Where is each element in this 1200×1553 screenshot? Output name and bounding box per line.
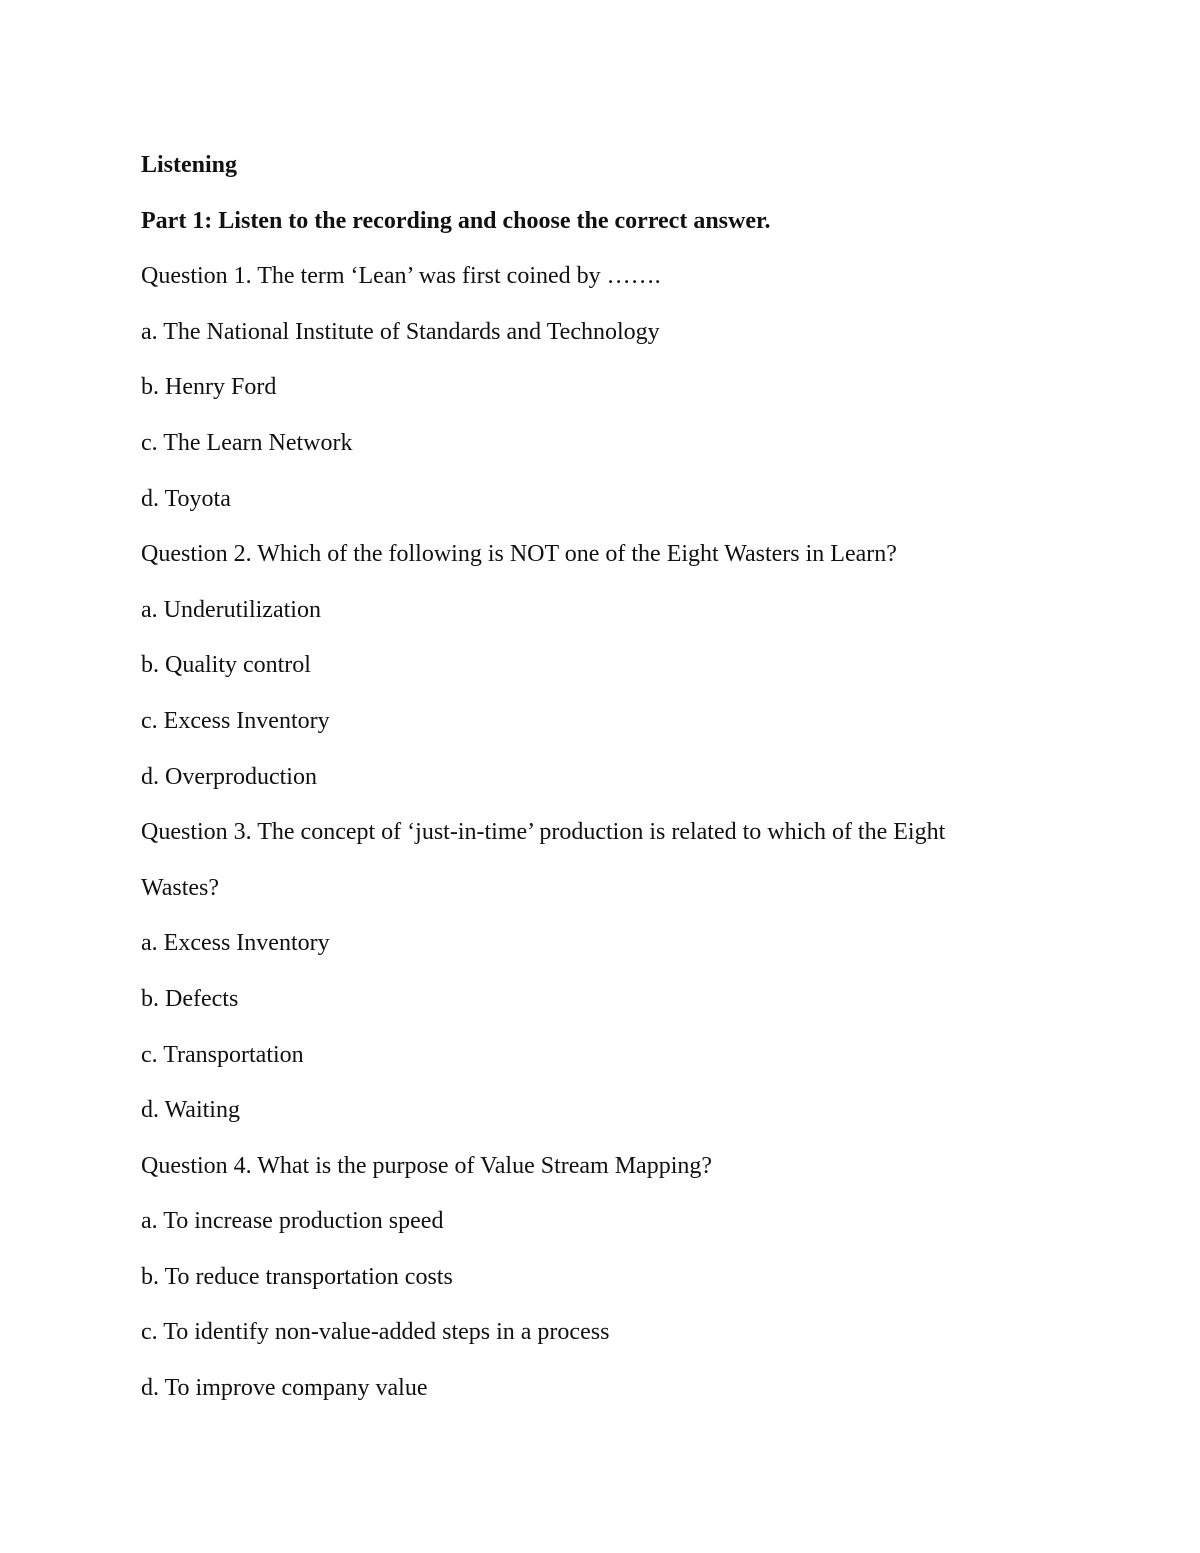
question-1-option-b: b. Henry Ford [141,374,277,401]
question-3-prompt-line-1: Question 3. The concept of ‘just-in-time’ production is related to which of the Eight [141,819,946,846]
question-2-option-c: c. Excess Inventory [141,707,330,734]
question-1-option-d: d. Toyota [141,485,231,512]
question-1-option-c: c. The Learn Network [141,429,353,456]
question-4-option-a: a. To increase production speed [141,1208,444,1235]
question-1-prompt: Question 1. The term ‘Lean’ was first coined by ……. [141,263,661,290]
question-3-option-d: d. Waiting [141,1097,240,1124]
question-4-prompt: Question 4. What is the purpose of Value Stream Mapping? [141,1152,713,1179]
question-3-option-b: b. Defects [141,985,239,1012]
question-3-option-c: c. Transportation [141,1041,304,1068]
question-4-option-c: c. To identify non-value-added steps in a process [141,1319,610,1346]
question-2-prompt: Question 2. Which of the following is NOT one of the Eight Wasters in Learn? [141,541,897,568]
question-2-option-d: d. Overproduction [141,763,317,790]
question-1-option-a: a. The National Institute of Standards and Technology [141,318,660,345]
document-body [141,138,1041,1417]
question-2-option-b: b. Quality control [141,652,311,679]
question-4-option-b: b. To reduce transportation costs [141,1263,453,1290]
question-3-option-a: a. Excess Inventory [141,930,330,957]
section-heading: Listening [141,152,238,178]
question-4-option-d: d. To improve company value [141,1375,428,1402]
question-3-prompt-line-2: Wastes? [141,874,220,901]
part-title: Part 1: Listen to the recording and choose the correct answer. [141,207,771,234]
question-2-option-a: a. Underutilization [141,596,321,623]
